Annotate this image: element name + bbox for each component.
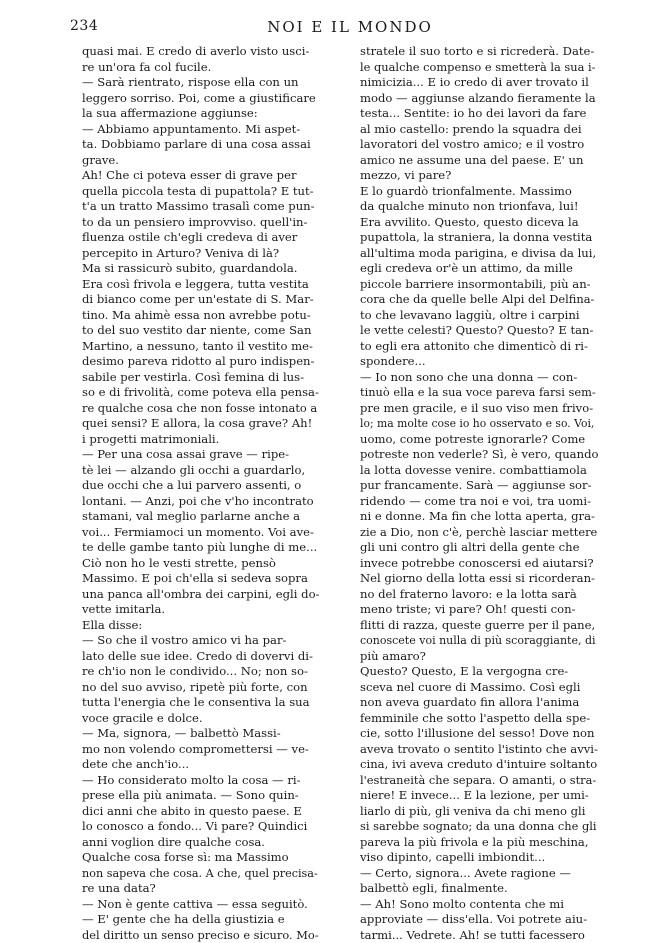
text-line: ta. Dobbiamo parlare di una cosa assai [82, 137, 320, 153]
text-line: cina, ivi aveva creduto d'intuire soltanto [360, 757, 598, 773]
text-line: sabile per vestirla. Così femina di lus- [82, 370, 320, 386]
text-line: testa... Sentite: io ho dei lavori da fare [360, 106, 598, 122]
text-line: re ch'io non le condivido... No; non so- [82, 664, 320, 680]
text-line: spondere... [360, 354, 598, 370]
text-line: Ma si rassicurò subito, guardandola. [82, 261, 320, 277]
text-line: conoscete voi nulla di più scoraggiante, di [360, 633, 598, 649]
text-line: pur francamente. Sarà — aggiunse sor- [360, 478, 598, 494]
text-line: flitti di razza, queste guerre per il pane, [360, 618, 598, 634]
text-line: aveva trovato o sentito l'istinto che avvi- [360, 742, 598, 758]
text-line: percepito in Arturo? Veniva di là? [82, 246, 320, 262]
text-line: lato delle sue idee. Credo di dovervi di- [82, 649, 320, 665]
text-line: del diritto un senso preciso e sicuro. Mo- [82, 928, 320, 943]
text-line: tinuò ella e la sua voce pareva farsi sem- [360, 385, 598, 401]
text-line: to che levavano laggiù, oltre i carpini [360, 308, 598, 324]
text-line: al mio castello: prendo la squadra dei [360, 122, 598, 138]
text-line: i progetti matrimoniali. [82, 432, 320, 448]
text-line: la sua affermazione aggiunse: [82, 106, 320, 122]
text-line: Ciò non ho le vesti strette, pensò [82, 556, 320, 572]
text-line: liarlo di più, gli veniva da chi meno gli [360, 804, 598, 820]
text-line: dici anni che abito in questo paese. E [82, 804, 320, 820]
text-line: niere! E invece... E la lezione, per umi- [360, 788, 598, 804]
left-text-column [82, 44, 320, 943]
text-line: pre men gracile, e il suo viso men frivo- [360, 401, 598, 417]
text-line: — Abbiamo appuntamento. Mi aspet- [82, 122, 320, 138]
text-line: re una data? [82, 881, 320, 897]
text-line: potreste non vederle? Sì, è vero, quando [360, 447, 598, 463]
text-line: re un'ora fa col fucile. [82, 60, 320, 76]
text-line: lo; ma molte cose io ho osservato e so. Voi, [360, 416, 598, 432]
text-line: Qualche cosa forse sì: ma Massimo [82, 850, 320, 866]
text-line: to egli era attonito che dimenticò di ri- [360, 339, 598, 355]
text-line: invece potrebbe conoscersi ed aiutarsi? [360, 556, 598, 572]
text-line: so e di frivolità, come poteva ella pensa- [82, 385, 320, 401]
text-line: non aveva guardato fin allora l'anima [360, 695, 598, 711]
page-header [0, 18, 654, 42]
text-line: t'a un tratto Massimo trasalì come pun- [82, 199, 320, 215]
text-line: prese ella più animata. — Sono quin- [82, 788, 320, 804]
text-line: una panca all'ombra dei carpini, egli do- [82, 587, 320, 603]
text-line: — Io non sono che una donna — con- [360, 370, 598, 386]
text-line: l'estraneità che separa. O amanti, o stra- [360, 773, 598, 789]
text-line: Questo? Questo, E la vergogna cre- [360, 664, 598, 680]
text-line: te delle gambe tanto più lunghe di me... [82, 540, 320, 556]
text-line: approviate — diss'ella. Voi potrete aiu- [360, 912, 598, 928]
text-line: amico ne assume una del paese. E' un [360, 153, 598, 169]
text-line: quei sensi? E allora, la cosa grave? Ah! [82, 416, 320, 432]
text-line: leggero sorriso. Poi, come a giustificare [82, 91, 320, 107]
text-line: voi... Fermiamoci un momento. Voi ave- [82, 525, 320, 541]
text-line: Massimo. E poi ch'ella si sedeva sopra [82, 571, 320, 587]
text-line: lavoratori del vostro amico; e il vostro [360, 137, 598, 153]
text-line: più amaro? [360, 649, 598, 665]
text-line: E lo guardò trionfalmente. Massimo [360, 184, 598, 200]
text-line: to del suo vestito dar niente, come San [82, 323, 320, 339]
text-line: le qualche compenso e smetterà la sua i- [360, 60, 598, 76]
text-line: ridendo — come tra noi e voi, tra uomi- [360, 494, 598, 510]
text-line: pareva la più frivola e la più meschina, [360, 835, 598, 851]
text-line: anni voglion dire qualche cosa. [82, 835, 320, 851]
text-line: da qualche minuto non trionfava, lui! [360, 199, 598, 215]
text-line: modo — aggiunse alzando fieramente la [360, 91, 598, 107]
text-line: tè lei — alzando gli occhi a guardarlo, [82, 463, 320, 479]
text-line: desimo pareva ridotto al puro indispen- [82, 354, 320, 370]
text-line: — Ah! Sono molto contenta che mi [360, 897, 598, 913]
text-line: uomo, come potreste ignorarle? Come [360, 432, 598, 448]
text-line: — Ma, signora, — balbettò Massi- [82, 726, 320, 742]
text-line: piccole barriere insormontabili, più an- [360, 277, 598, 293]
text-line: due occhi che a lui parvero assenti, o [82, 478, 320, 494]
text-line: cora che da quelle belle Alpi del Delfina- [360, 292, 598, 308]
text-line: femminile che sotto l'aspetto della spe- [360, 711, 598, 727]
text-line: gli uni contro gli altri della gente che [360, 540, 598, 556]
text-line: Ah! Che ci poteva esser di grave per [82, 168, 320, 184]
text-line: sceva nel cuore di Massimo. Così egli [360, 680, 598, 696]
text-line: grave. [82, 153, 320, 169]
text-line: to da un pensiero improvviso. quell'in- [82, 215, 320, 231]
text-line: mo non volendo compromettersi — ve- [82, 742, 320, 758]
text-line: zie a Dio, non c'è, perchè lasciar mettere [360, 525, 598, 541]
text-line: quella piccola testa di pupattola? E tut- [82, 184, 320, 200]
text-line: — Ho considerato molto la cosa — ri- [82, 773, 320, 789]
text-line: si sarebbe sognato; da una donna che gli [360, 819, 598, 835]
text-line: re qualche cosa che non fosse intonato a [82, 401, 320, 417]
text-line: — Sarà rientrato, rispose ella con un [82, 75, 320, 91]
text-line: egli credeva or'è un attimo, da mille [360, 261, 598, 277]
text-line: meno triste; vi pare? Oh! questi con- [360, 602, 598, 618]
text-line: Era così frivola e leggera, tutta vestita [82, 277, 320, 293]
text-line: — E' gente che ha della giustizia e [82, 912, 320, 928]
text-line: lontani. — Anzi, poi che v'ho incontrato [82, 494, 320, 510]
text-line: ni e donne. Ma fin che lotta aperta, gra- [360, 509, 598, 525]
text-line: stratele il suo torto e si ricrederà. Date- [360, 44, 598, 60]
text-line: non sapeva che cosa. A che, quel precisa- [82, 866, 320, 882]
text-line: Martino, a nessuno, tanto il vestito me- [82, 339, 320, 355]
text-line: Nel giorno della lotta essi si ricorderan- [360, 571, 598, 587]
text-line: — Certo, signora... Avete ragione — [360, 866, 598, 882]
text-line: no del suo avviso, ripetè più forte, con [82, 680, 320, 696]
text-line: nimicizia... E io credo di aver trovato il [360, 75, 598, 91]
text-line: dete che anch'io... [82, 757, 320, 773]
text-line: Ella disse: [82, 618, 320, 634]
text-line: di bianco come per un'estate di S. Mar- [82, 292, 320, 308]
text-line: — Per una cosa assai grave — ripe- [82, 447, 320, 463]
text-line: — Non è gente cattiva — essa seguitò. [82, 897, 320, 913]
page-number: 234 [70, 18, 98, 34]
running-title: NOI E IL MONDO [200, 18, 500, 36]
text-line: quasi mai. E credo di averlo visto usci- [82, 44, 320, 60]
text-line: tutta l'energia che le consentiva la sua [82, 695, 320, 711]
right-text-column [360, 44, 598, 943]
text-line: le vette celesti? Questo? Questo? E tan- [360, 323, 598, 339]
text-line: pupattola, la straniera, la donna vestita [360, 230, 598, 246]
text-line: all'ultima moda parigina, e divisa da lui, [360, 246, 598, 262]
text-line: Era avvilito. Questo, questo diceva la [360, 215, 598, 231]
text-line: stamani, val meglio parlarne anche a [82, 509, 320, 525]
text-line: tarmi... Vedrete. Ah! se tutti facessero [360, 928, 598, 943]
text-line: mezzo, vi pare? [360, 168, 598, 184]
text-line: viso dipinto, capelli imbiondit... [360, 850, 598, 866]
text-line: balbettò egli, finalmente. [360, 881, 598, 897]
text-line: la lotta dovesse venire. combattiamola [360, 463, 598, 479]
text-line: — So che il vostro amico vi ha par- [82, 633, 320, 649]
text-line: tino. Ma ahimè essa non avrebbe potu- [82, 308, 320, 324]
text-line: vette imitarla. [82, 602, 320, 618]
text-line: no del fraterno lavoro: e la lotta sarà [360, 587, 598, 603]
text-line: cie, sotto l'illusione del sesso! Dove non [360, 726, 598, 742]
text-line: voce gracile e dolce. [82, 711, 320, 727]
text-line: lo conosco a fondo... Vi pare? Quindici [82, 819, 320, 835]
text-line: fluenza ostile ch'egli credeva di aver [82, 230, 320, 246]
